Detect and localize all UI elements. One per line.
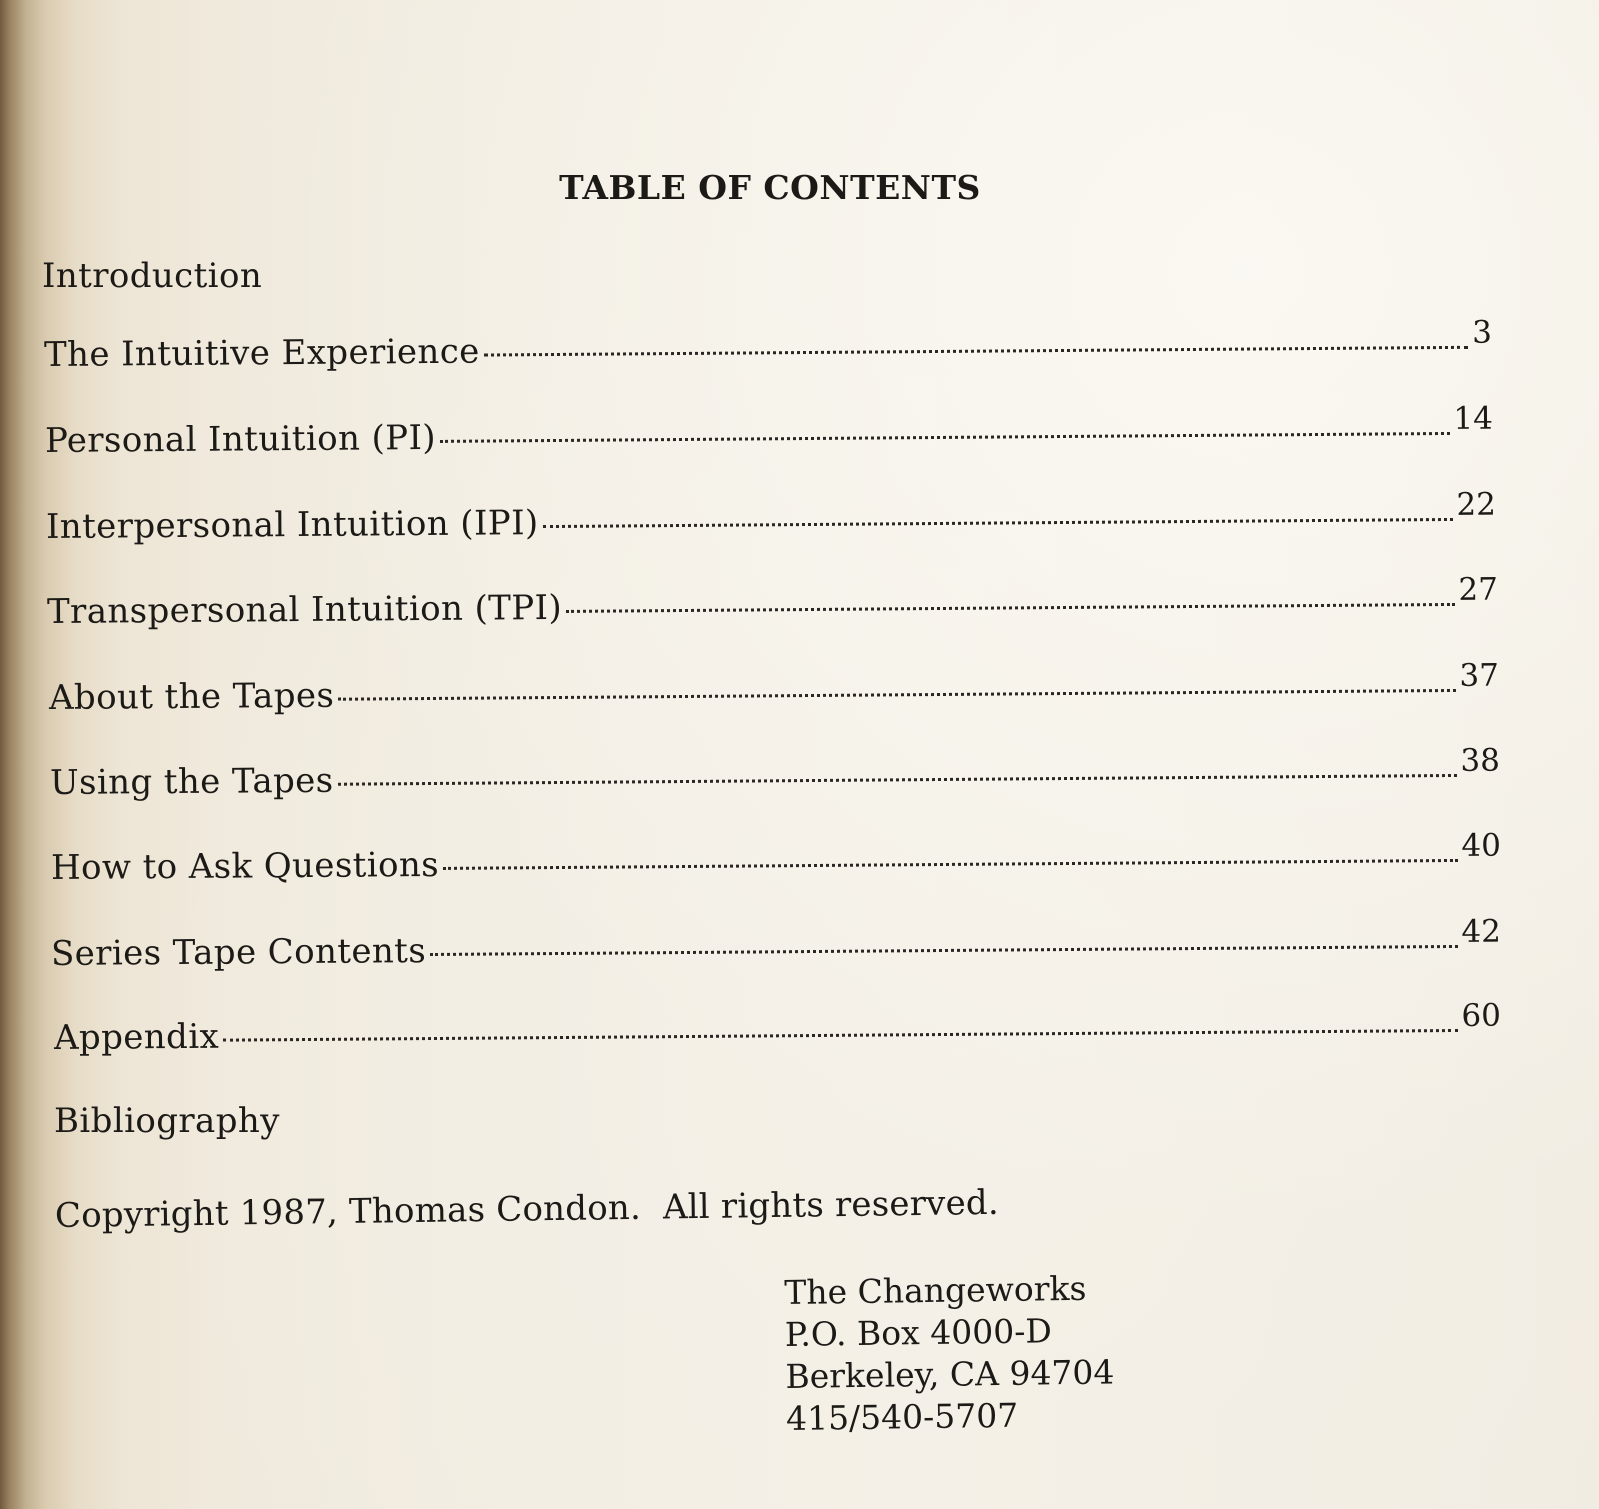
toc-entry-label: The Intuitive Experience xyxy=(43,331,480,375)
toc-entry xyxy=(50,913,1502,974)
toc-entry xyxy=(48,657,1500,718)
publisher-po-box: P.O. Box 4000-D xyxy=(784,1311,1053,1354)
dot-leader xyxy=(223,1029,1457,1042)
dot-leader xyxy=(338,774,1457,786)
toc-entry-label: How to Ask Questions xyxy=(50,844,440,888)
toc-entry xyxy=(44,400,1494,461)
toc-entry-label: Personal Intuition (PI) xyxy=(44,417,437,461)
dot-leader xyxy=(543,518,1453,528)
toc-entry xyxy=(53,997,1502,1058)
toc-entry xyxy=(46,571,1499,632)
publisher-phone: 415/540-5707 xyxy=(785,1395,1019,1438)
toc-entry xyxy=(49,742,1501,803)
rights-notice: All rights reserved. xyxy=(662,1182,1000,1228)
toc-entry-page: 42 xyxy=(1461,913,1502,950)
dot-leader xyxy=(484,346,1469,357)
page-title: TABLE OF CONTENTS xyxy=(559,168,981,207)
publisher-name: The Changeworks xyxy=(784,1268,1087,1312)
publisher-address xyxy=(784,1267,1115,1440)
publisher-city: Berkeley, CA 94704 xyxy=(785,1352,1115,1396)
toc-bibliography: Bibliography xyxy=(54,1101,280,1141)
toc-entry-page: 60 xyxy=(1461,997,1502,1034)
toc-entry-page: 22 xyxy=(1456,486,1497,523)
toc-entry-page: 14 xyxy=(1453,400,1494,437)
toc-entry xyxy=(45,486,1497,547)
toc-entry-label: Appendix xyxy=(53,1016,220,1058)
toc-entry-page: 3 xyxy=(1471,314,1493,351)
toc-entry-label: Interpersonal Intuition (IPI) xyxy=(45,503,539,547)
toc-entry-label: Series Tape Contents xyxy=(50,931,427,974)
dot-leader xyxy=(443,859,1457,870)
toc-entry-label: Transpersonal Intuition (TPI) xyxy=(46,587,563,632)
toc-entry-label: About the Tapes xyxy=(48,675,335,718)
dot-leader xyxy=(430,945,1457,956)
toc-introduction: Introduction xyxy=(42,256,263,296)
toc-entry xyxy=(43,314,1493,375)
dot-leader xyxy=(440,432,1450,443)
dot-leader xyxy=(566,603,1454,613)
toc-entry-page: 27 xyxy=(1458,571,1499,608)
toc-entry-page: 40 xyxy=(1461,827,1502,864)
dot-leader xyxy=(338,689,1455,701)
toc-entry-page: 38 xyxy=(1460,742,1501,779)
copyright-notice: Copyright 1987, Thomas Condon. xyxy=(54,1187,642,1236)
toc-entry-page: 37 xyxy=(1459,657,1500,694)
toc-entry xyxy=(50,827,1502,888)
toc-entry-label: Using the Tapes xyxy=(49,760,334,803)
